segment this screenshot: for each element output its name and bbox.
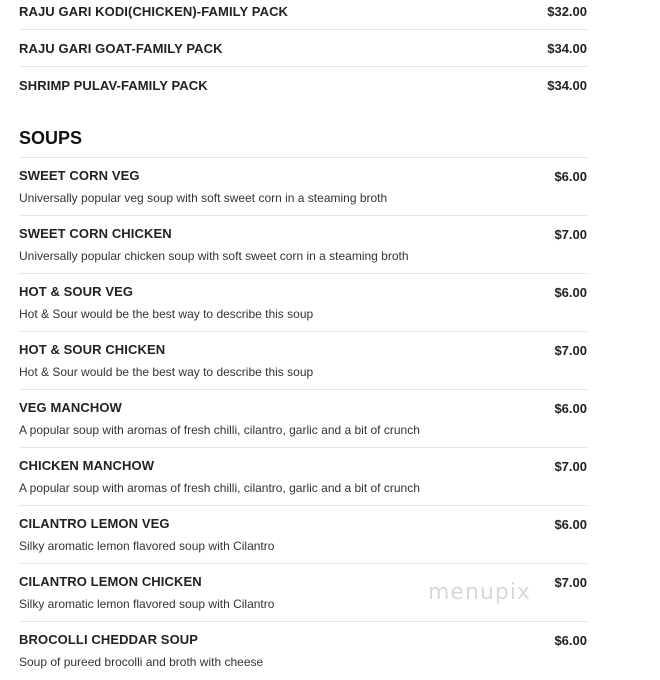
item-description: A popular soup with aromas of fresh chilli, cilantro, garlic and a bit of crunch — [19, 423, 420, 437]
item-name: SWEET CORN CHICKEN — [19, 226, 172, 241]
menu-item — [19, 216, 587, 274]
menupix-watermark: menupix — [428, 580, 531, 605]
item-price: $6.00 — [554, 285, 587, 300]
item-price: $6.00 — [554, 401, 587, 416]
menu-item — [19, 0, 587, 30]
menu-item — [19, 622, 587, 680]
item-price: $7.00 — [554, 575, 587, 590]
item-description: Universally popular veg soup with soft sweet corn in a steaming broth — [19, 191, 388, 205]
item-description: A popular soup with aromas of fresh chilli, cilantro, garlic and a bit of crunch — [19, 481, 420, 495]
section-title: SOUPS — [19, 104, 587, 158]
menu-item — [19, 390, 587, 448]
item-description: Universally popular chicken soup with soft sweet corn in a steaming broth — [19, 249, 409, 263]
menu-item — [19, 274, 587, 332]
item-description: Hot & Sour would be the best way to describe this soup — [19, 307, 314, 321]
item-price: $7.00 — [554, 343, 587, 358]
item-price: $34.00 — [547, 41, 587, 56]
menu-item — [19, 332, 587, 390]
item-price: $7.00 — [554, 227, 587, 242]
menu-item — [19, 67, 587, 104]
item-price: $7.00 — [554, 459, 587, 474]
item-name: HOT & SOUR VEG — [19, 284, 134, 299]
item-price: $6.00 — [554, 169, 587, 184]
item-name: RAJU GARI KODI(CHICKEN)-FAMILY PACK — [19, 4, 289, 19]
item-price: $6.00 — [554, 633, 587, 648]
item-name: CILANTRO LEMON CHICKEN — [19, 574, 202, 589]
menu-item — [19, 448, 587, 506]
menu-item — [19, 506, 587, 564]
item-name: CHICKEN MANCHOW — [19, 458, 155, 473]
item-name: RAJU GARI GOAT-FAMILY PACK — [19, 41, 223, 56]
item-description: Silky aromatic lemon flavored soup with Cilantro — [19, 539, 275, 553]
item-price: $6.00 — [554, 517, 587, 532]
menu-item — [19, 30, 587, 67]
item-description: Silky aromatic lemon flavored soup with Cilantro — [19, 597, 275, 611]
item-name: SWEET CORN VEG — [19, 168, 140, 183]
item-name: HOT & SOUR CHICKEN — [19, 342, 166, 357]
item-price: $34.00 — [547, 78, 587, 93]
item-name: SHRIMP PULAV-FAMILY PACK — [19, 78, 208, 93]
item-description: Hot & Sour would be the best way to describe this soup — [19, 365, 314, 379]
item-name: CILANTRO LEMON VEG — [19, 516, 170, 531]
item-description: Soup of pureed brocolli and broth with cheese — [19, 655, 264, 669]
menu-list — [19, 0, 587, 680]
item-name: VEG MANCHOW — [19, 400, 122, 415]
item-name: BROCOLLI CHEDDAR SOUP — [19, 632, 199, 647]
menu-item — [19, 158, 587, 216]
item-price: $32.00 — [547, 4, 587, 19]
